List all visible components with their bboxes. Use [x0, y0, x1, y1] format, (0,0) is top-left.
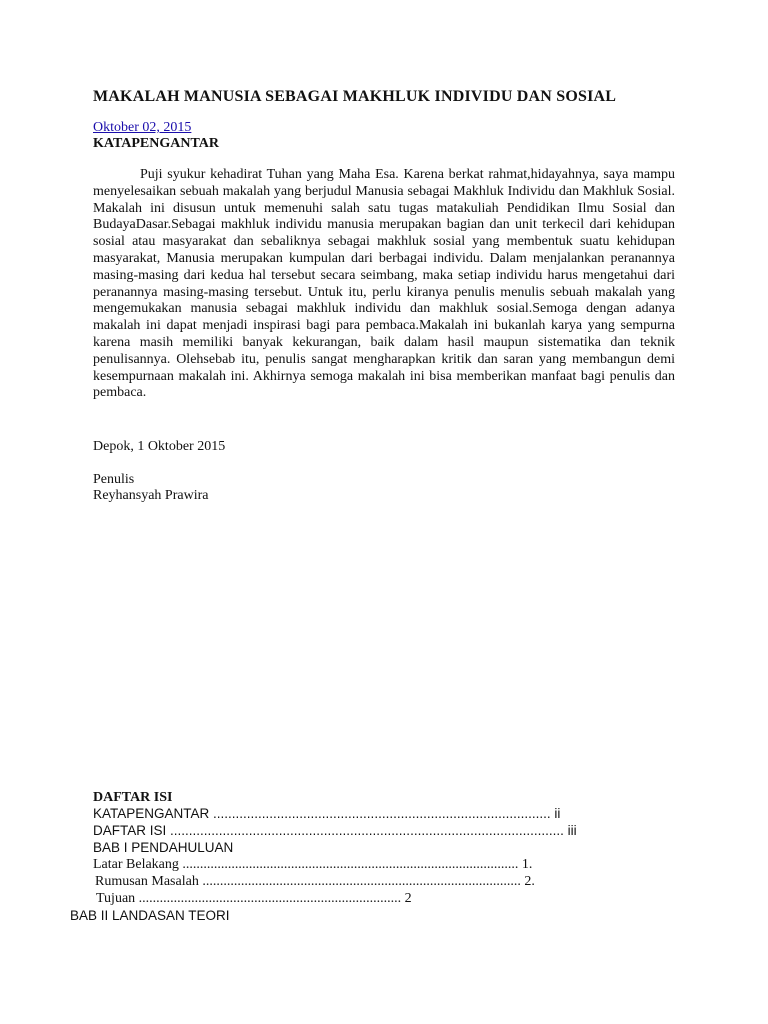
toc-entry-page: iii: [563, 823, 577, 838]
place-date: Depok, 1 Oktober 2015: [93, 439, 226, 454]
body-paragraph: Puji syukur kehadirat Tuhan yang Maha Esa. Karena berkat rahmat,hidayahnya, saya mampu menyelesaikan sebuah makalah yang berjudul Manusia sebagai Makhluk Individu dan Makhluk Sosial. Makalah ini disusun untuk memenuhi salah satu tugas matakuliah Pendidikan Ilmu Sosial dan BudayaDasar.Sebagai makhluk individu manusia merupakan bagian dan unit terkecil dari kehidupan sosial atau masyarakat dan sebaliknya sebagai makhluk sosial yang membentuk suatu kehidupan masyarakat, Manusia merupakan kumpulan dari berbagai individu. Dalam menjalankan peranannya masing-masing dari kedua hal tersebut secara seimbang, maka setiap individu harus mengetahui dari peranannya masing-masing tersebut. Untuk itu, perlu kiranya penulis menulis sebuah makalah yang mengemukakan manusia sebagai makhluk individu dan makhluk sosial.Semoga dengan adanya makalah ini dapat menjadi inspirasi bagi para pembaca.Makalah ini bukanlah karya yang sempurna karena masih memiliki banyak kekurangan, baik dalam hasil maupun sistematika dan teknik penulisannya. Olehsebab itu, penulis sangat mengharapkan kritik dan saran yang membangun demi kesempurnaan makalah ini. Akhirnya semoga makalah ini bisa memberikan manfaat bagi penulis dan pembaca.: [93, 167, 675, 401]
toc-entry-dots: ..........................................................................................: [213, 806, 551, 821]
toc-entry: [95, 874, 535, 890]
toc-entry-dots: ...........................................................................: [138, 891, 402, 906]
toc-entry-page: 2.: [520, 874, 535, 889]
toc-entry: [96, 891, 412, 907]
toc-entry-dots: .........................................................................................................: [170, 823, 564, 838]
toc-entry: [93, 806, 560, 821]
toc-entry-page: 1.: [518, 857, 533, 872]
toc-entry: [93, 840, 233, 855]
signature-role: Penulis: [93, 472, 135, 487]
toc-entry-label: BAB II LANDASAN TEORI: [70, 908, 230, 923]
toc-entry-label: Rumusan Masalah: [95, 874, 203, 889]
toc-entry: [93, 823, 577, 838]
signature-name: Reyhansyah Prawira: [93, 488, 209, 503]
toc-entry-label: KATAPENGANTAR: [93, 806, 214, 821]
section-heading-katapengantar: KATAPENGANTAR: [93, 136, 219, 151]
toc-entry-label: DAFTAR ISI: [93, 823, 171, 838]
toc-heading: DAFTAR ISI: [93, 790, 173, 805]
date-link[interactable]: Oktober 02, 2015: [93, 120, 192, 135]
toc-entry: [70, 908, 230, 923]
document-title: MAKALAH MANUSIA SEBAGAI MAKHLUK INDIVIDU DAN SOSIAL: [93, 88, 617, 105]
toc-entry-label: BAB I PENDAHULUAN: [93, 840, 234, 855]
toc-entry: [93, 857, 532, 873]
toc-entry-label: Tujuan: [96, 891, 139, 906]
toc-entry-dots: ...........................................................................................: [202, 874, 521, 889]
toc-entry-dots: ................................................................................................: [182, 857, 519, 872]
toc-entry-page: ii: [550, 806, 561, 821]
toc-entry-label: Latar Belakang: [93, 857, 183, 872]
toc-entry-page: 2: [401, 891, 412, 906]
